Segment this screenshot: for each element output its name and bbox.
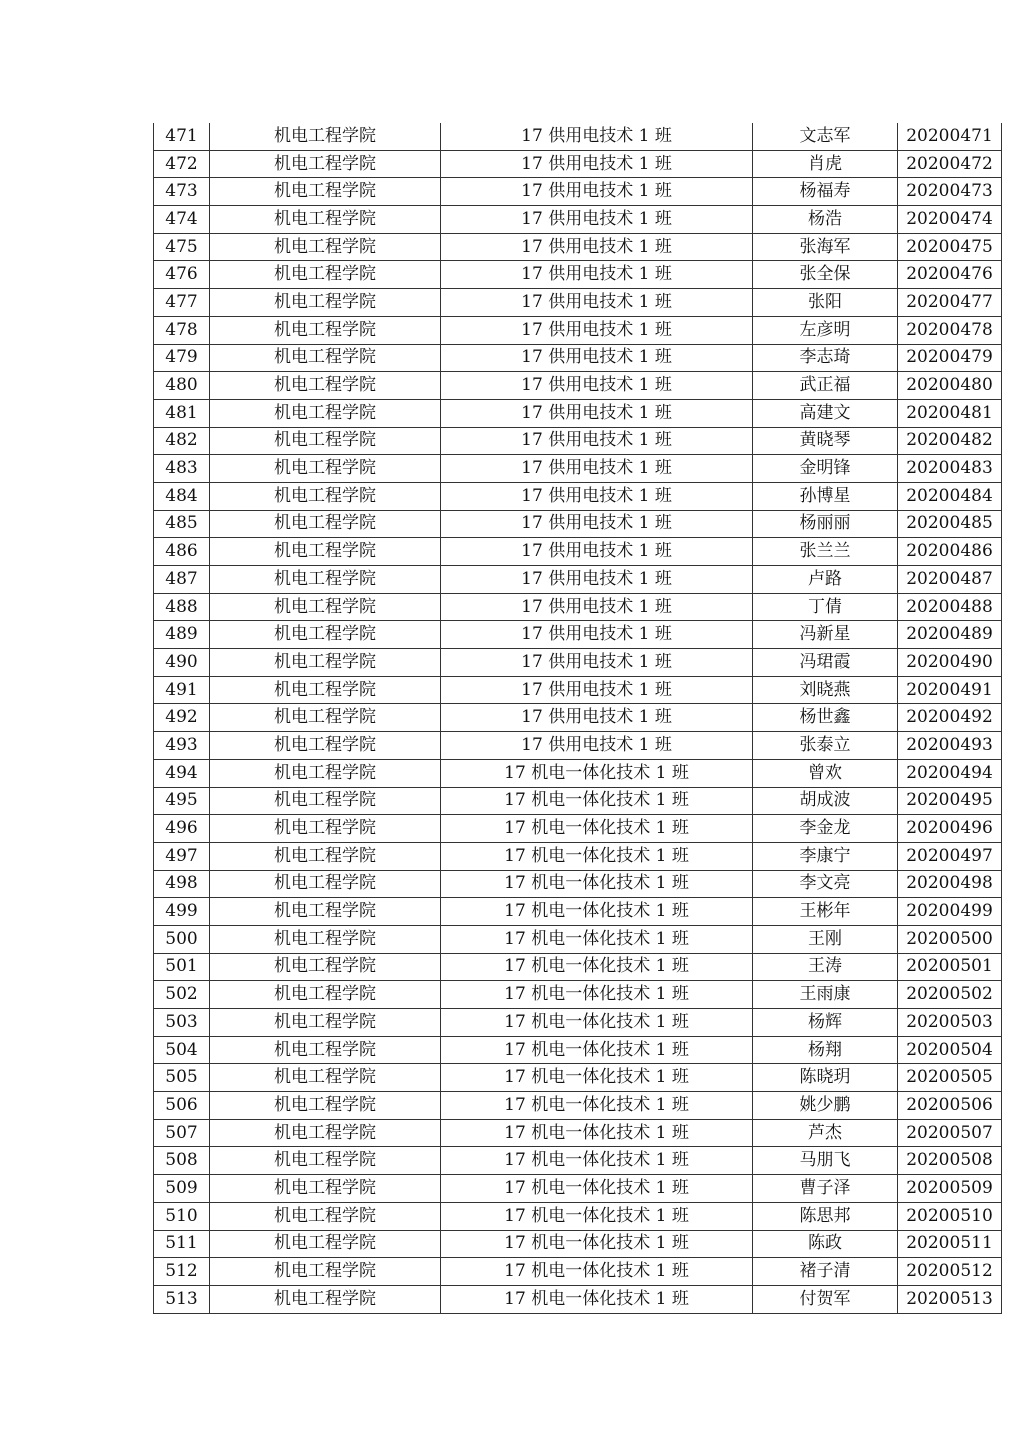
college-name: 机电工程学院 bbox=[210, 427, 441, 455]
class-name: 17 机电一体化技术 1 班 bbox=[441, 759, 753, 787]
student-name: 杨丽丽 bbox=[753, 510, 898, 538]
table-row bbox=[154, 344, 1002, 372]
row-number: 491 bbox=[154, 676, 210, 704]
college-name: 机电工程学院 bbox=[210, 870, 441, 898]
student-name: 李康宁 bbox=[753, 842, 898, 870]
row-number: 500 bbox=[154, 925, 210, 953]
class-name: 17 机电一体化技术 1 班 bbox=[441, 898, 753, 926]
row-number: 485 bbox=[154, 510, 210, 538]
table-row bbox=[154, 206, 1002, 234]
student-name: 杨辉 bbox=[753, 1009, 898, 1037]
college-name: 机电工程学院 bbox=[210, 1119, 441, 1147]
table-row bbox=[154, 649, 1002, 677]
student-id: 20200501 bbox=[898, 953, 1002, 981]
class-name: 17 供用电技术 1 班 bbox=[441, 676, 753, 704]
student-id: 20200513 bbox=[898, 1285, 1002, 1313]
student-name: 杨世鑫 bbox=[753, 704, 898, 732]
student-name: 马朋飞 bbox=[753, 1147, 898, 1175]
table-row bbox=[154, 704, 1002, 732]
row-number: 488 bbox=[154, 593, 210, 621]
student-id: 20200479 bbox=[898, 344, 1002, 372]
college-name: 机电工程学院 bbox=[210, 732, 441, 760]
table-row bbox=[154, 593, 1002, 621]
student-name: 姚少鹏 bbox=[753, 1092, 898, 1120]
row-number: 498 bbox=[154, 870, 210, 898]
student-id: 20200475 bbox=[898, 233, 1002, 261]
student-id: 20200497 bbox=[898, 842, 1002, 870]
student-name: 张泰立 bbox=[753, 732, 898, 760]
row-number: 512 bbox=[154, 1258, 210, 1286]
row-number: 496 bbox=[154, 815, 210, 843]
table-row bbox=[154, 815, 1002, 843]
table-row bbox=[154, 316, 1002, 344]
student-id: 20200495 bbox=[898, 787, 1002, 815]
row-number: 497 bbox=[154, 842, 210, 870]
table-row bbox=[154, 399, 1002, 427]
student-name: 高建文 bbox=[753, 399, 898, 427]
table-row bbox=[154, 538, 1002, 566]
student-id: 20200496 bbox=[898, 815, 1002, 843]
college-name: 机电工程学院 bbox=[210, 925, 441, 953]
class-name: 17 机电一体化技术 1 班 bbox=[441, 981, 753, 1009]
college-name: 机电工程学院 bbox=[210, 1258, 441, 1286]
student-name: 王涛 bbox=[753, 953, 898, 981]
class-name: 17 供用电技术 1 班 bbox=[441, 427, 753, 455]
table-row bbox=[154, 1230, 1002, 1258]
table-row bbox=[154, 178, 1002, 206]
student-id: 20200502 bbox=[898, 981, 1002, 1009]
class-name: 17 机电一体化技术 1 班 bbox=[441, 1092, 753, 1120]
student-id: 20200508 bbox=[898, 1147, 1002, 1175]
table-row bbox=[154, 1064, 1002, 1092]
row-number: 475 bbox=[154, 233, 210, 261]
class-name: 17 供用电技术 1 班 bbox=[441, 372, 753, 400]
table-row bbox=[154, 925, 1002, 953]
row-number: 492 bbox=[154, 704, 210, 732]
row-number: 505 bbox=[154, 1064, 210, 1092]
row-number: 483 bbox=[154, 455, 210, 483]
college-name: 机电工程学院 bbox=[210, 1202, 441, 1230]
student-id: 20200499 bbox=[898, 898, 1002, 926]
class-name: 17 供用电技术 1 班 bbox=[441, 206, 753, 234]
class-name: 17 供用电技术 1 班 bbox=[441, 178, 753, 206]
college-name: 机电工程学院 bbox=[210, 759, 441, 787]
student-name: 金明锋 bbox=[753, 455, 898, 483]
table-row bbox=[154, 676, 1002, 704]
student-id: 20200504 bbox=[898, 1036, 1002, 1064]
table-row bbox=[154, 233, 1002, 261]
table-row bbox=[154, 427, 1002, 455]
college-name: 机电工程学院 bbox=[210, 233, 441, 261]
class-name: 17 机电一体化技术 1 班 bbox=[441, 842, 753, 870]
college-name: 机电工程学院 bbox=[210, 510, 441, 538]
row-number: 487 bbox=[154, 566, 210, 594]
student-name: 褚子清 bbox=[753, 1258, 898, 1286]
student-roster-table bbox=[153, 123, 1002, 1314]
student-id: 20200474 bbox=[898, 206, 1002, 234]
class-name: 17 供用电技术 1 班 bbox=[441, 566, 753, 594]
table-row bbox=[154, 1285, 1002, 1313]
row-number: 509 bbox=[154, 1175, 210, 1203]
class-name: 17 机电一体化技术 1 班 bbox=[441, 1064, 753, 1092]
student-name: 付贺军 bbox=[753, 1285, 898, 1313]
student-id: 20200491 bbox=[898, 676, 1002, 704]
class-name: 17 供用电技术 1 班 bbox=[441, 455, 753, 483]
class-name: 17 供用电技术 1 班 bbox=[441, 344, 753, 372]
college-name: 机电工程学院 bbox=[210, 150, 441, 178]
row-number: 476 bbox=[154, 261, 210, 289]
table-row bbox=[154, 953, 1002, 981]
student-name: 张海军 bbox=[753, 233, 898, 261]
college-name: 机电工程学院 bbox=[210, 1064, 441, 1092]
college-name: 机电工程学院 bbox=[210, 566, 441, 594]
class-name: 17 机电一体化技术 1 班 bbox=[441, 1036, 753, 1064]
row-number: 471 bbox=[154, 123, 210, 150]
table-row bbox=[154, 123, 1002, 150]
row-number: 486 bbox=[154, 538, 210, 566]
student-name: 武正福 bbox=[753, 372, 898, 400]
student-id: 20200506 bbox=[898, 1092, 1002, 1120]
student-id: 20200492 bbox=[898, 704, 1002, 732]
row-number: 474 bbox=[154, 206, 210, 234]
student-name: 卢路 bbox=[753, 566, 898, 594]
table-row bbox=[154, 261, 1002, 289]
student-name: 黄晓琴 bbox=[753, 427, 898, 455]
table-row bbox=[154, 1202, 1002, 1230]
student-id: 20200489 bbox=[898, 621, 1002, 649]
student-id: 20200507 bbox=[898, 1119, 1002, 1147]
row-number: 472 bbox=[154, 150, 210, 178]
class-name: 17 供用电技术 1 班 bbox=[441, 593, 753, 621]
student-name: 张全保 bbox=[753, 261, 898, 289]
college-name: 机电工程学院 bbox=[210, 1175, 441, 1203]
row-number: 489 bbox=[154, 621, 210, 649]
class-name: 17 供用电技术 1 班 bbox=[441, 150, 753, 178]
class-name: 17 供用电技术 1 班 bbox=[441, 316, 753, 344]
class-name: 17 供用电技术 1 班 bbox=[441, 399, 753, 427]
class-name: 17 机电一体化技术 1 班 bbox=[441, 1285, 753, 1313]
student-id: 20200498 bbox=[898, 870, 1002, 898]
table-row bbox=[154, 759, 1002, 787]
table-row bbox=[154, 1092, 1002, 1120]
row-number: 478 bbox=[154, 316, 210, 344]
student-name: 王彬年 bbox=[753, 898, 898, 926]
student-name: 王刚 bbox=[753, 925, 898, 953]
table-row bbox=[154, 1119, 1002, 1147]
class-name: 17 供用电技术 1 班 bbox=[441, 538, 753, 566]
college-name: 机电工程学院 bbox=[210, 316, 441, 344]
row-number: 494 bbox=[154, 759, 210, 787]
class-name: 17 供用电技术 1 班 bbox=[441, 123, 753, 150]
table-row bbox=[154, 289, 1002, 317]
student-name: 杨福寿 bbox=[753, 178, 898, 206]
college-name: 机电工程学院 bbox=[210, 842, 441, 870]
college-name: 机电工程学院 bbox=[210, 1009, 441, 1037]
class-name: 17 机电一体化技术 1 班 bbox=[441, 815, 753, 843]
student-name: 丁倩 bbox=[753, 593, 898, 621]
student-id: 20200493 bbox=[898, 732, 1002, 760]
table-row bbox=[154, 842, 1002, 870]
student-name: 文志军 bbox=[753, 123, 898, 150]
student-id: 20200484 bbox=[898, 482, 1002, 510]
table-row bbox=[154, 870, 1002, 898]
student-id: 20200488 bbox=[898, 593, 1002, 621]
table-row bbox=[154, 150, 1002, 178]
row-number: 495 bbox=[154, 787, 210, 815]
table-row bbox=[154, 1036, 1002, 1064]
student-name: 曾欢 bbox=[753, 759, 898, 787]
college-name: 机电工程学院 bbox=[210, 593, 441, 621]
class-name: 17 供用电技术 1 班 bbox=[441, 261, 753, 289]
table-row bbox=[154, 372, 1002, 400]
roster-body bbox=[154, 123, 1002, 1313]
table-row bbox=[154, 1147, 1002, 1175]
row-number: 479 bbox=[154, 344, 210, 372]
student-id: 20200483 bbox=[898, 455, 1002, 483]
student-id: 20200482 bbox=[898, 427, 1002, 455]
student-name: 杨翔 bbox=[753, 1036, 898, 1064]
row-number: 490 bbox=[154, 649, 210, 677]
student-id: 20200511 bbox=[898, 1230, 1002, 1258]
row-number: 502 bbox=[154, 981, 210, 1009]
table-row bbox=[154, 1009, 1002, 1037]
college-name: 机电工程学院 bbox=[210, 704, 441, 732]
student-name: 芦杰 bbox=[753, 1119, 898, 1147]
table-row bbox=[154, 1175, 1002, 1203]
row-number: 480 bbox=[154, 372, 210, 400]
college-name: 机电工程学院 bbox=[210, 815, 441, 843]
student-name: 李文亮 bbox=[753, 870, 898, 898]
class-name: 17 供用电技术 1 班 bbox=[441, 482, 753, 510]
row-number: 504 bbox=[154, 1036, 210, 1064]
class-name: 17 机电一体化技术 1 班 bbox=[441, 870, 753, 898]
student-name: 孙博星 bbox=[753, 482, 898, 510]
student-name: 胡成波 bbox=[753, 787, 898, 815]
college-name: 机电工程学院 bbox=[210, 981, 441, 1009]
row-number: 493 bbox=[154, 732, 210, 760]
class-name: 17 供用电技术 1 班 bbox=[441, 732, 753, 760]
student-id: 20200476 bbox=[898, 261, 1002, 289]
student-id: 20200485 bbox=[898, 510, 1002, 538]
table-row bbox=[154, 1258, 1002, 1286]
student-name: 陈政 bbox=[753, 1230, 898, 1258]
college-name: 机电工程学院 bbox=[210, 399, 441, 427]
student-id: 20200500 bbox=[898, 925, 1002, 953]
student-name: 李金龙 bbox=[753, 815, 898, 843]
student-name: 刘晓燕 bbox=[753, 676, 898, 704]
row-number: 507 bbox=[154, 1119, 210, 1147]
college-name: 机电工程学院 bbox=[210, 1092, 441, 1120]
row-number: 473 bbox=[154, 178, 210, 206]
college-name: 机电工程学院 bbox=[210, 676, 441, 704]
student-id: 20200487 bbox=[898, 566, 1002, 594]
student-name: 陈思邦 bbox=[753, 1202, 898, 1230]
class-name: 17 机电一体化技术 1 班 bbox=[441, 1009, 753, 1037]
row-number: 506 bbox=[154, 1092, 210, 1120]
row-number: 513 bbox=[154, 1285, 210, 1313]
college-name: 机电工程学院 bbox=[210, 344, 441, 372]
class-name: 17 供用电技术 1 班 bbox=[441, 289, 753, 317]
table-row bbox=[154, 981, 1002, 1009]
class-name: 17 供用电技术 1 班 bbox=[441, 510, 753, 538]
student-name: 张阳 bbox=[753, 289, 898, 317]
row-number: 503 bbox=[154, 1009, 210, 1037]
college-name: 机电工程学院 bbox=[210, 1147, 441, 1175]
row-number: 481 bbox=[154, 399, 210, 427]
college-name: 机电工程学院 bbox=[210, 1230, 441, 1258]
college-name: 机电工程学院 bbox=[210, 787, 441, 815]
student-name: 曹子泽 bbox=[753, 1175, 898, 1203]
student-name: 陈晓玥 bbox=[753, 1064, 898, 1092]
table-row bbox=[154, 510, 1002, 538]
class-name: 17 机电一体化技术 1 班 bbox=[441, 1119, 753, 1147]
student-name: 冯珺霞 bbox=[753, 649, 898, 677]
college-name: 机电工程学院 bbox=[210, 289, 441, 317]
class-name: 17 供用电技术 1 班 bbox=[441, 233, 753, 261]
student-name: 左彦明 bbox=[753, 316, 898, 344]
student-name: 李志琦 bbox=[753, 344, 898, 372]
row-number: 499 bbox=[154, 898, 210, 926]
student-id: 20200509 bbox=[898, 1175, 1002, 1203]
student-id: 20200472 bbox=[898, 150, 1002, 178]
class-name: 17 供用电技术 1 班 bbox=[441, 704, 753, 732]
college-name: 机电工程学院 bbox=[210, 953, 441, 981]
college-name: 机电工程学院 bbox=[210, 649, 441, 677]
student-name: 王雨康 bbox=[753, 981, 898, 1009]
student-id: 20200494 bbox=[898, 759, 1002, 787]
class-name: 17 机电一体化技术 1 班 bbox=[441, 787, 753, 815]
student-id: 20200510 bbox=[898, 1202, 1002, 1230]
student-id: 20200478 bbox=[898, 316, 1002, 344]
table-row bbox=[154, 732, 1002, 760]
student-name: 张兰兰 bbox=[753, 538, 898, 566]
student-id: 20200505 bbox=[898, 1064, 1002, 1092]
student-id: 20200486 bbox=[898, 538, 1002, 566]
college-name: 机电工程学院 bbox=[210, 482, 441, 510]
row-number: 482 bbox=[154, 427, 210, 455]
class-name: 17 机电一体化技术 1 班 bbox=[441, 925, 753, 953]
table-row bbox=[154, 566, 1002, 594]
student-id: 20200471 bbox=[898, 123, 1002, 150]
student-name: 杨浩 bbox=[753, 206, 898, 234]
class-name: 17 机电一体化技术 1 班 bbox=[441, 1202, 753, 1230]
class-name: 17 供用电技术 1 班 bbox=[441, 621, 753, 649]
student-id: 20200481 bbox=[898, 399, 1002, 427]
class-name: 17 机电一体化技术 1 班 bbox=[441, 953, 753, 981]
college-name: 机电工程学院 bbox=[210, 1285, 441, 1313]
college-name: 机电工程学院 bbox=[210, 372, 441, 400]
student-id: 20200490 bbox=[898, 649, 1002, 677]
row-number: 511 bbox=[154, 1230, 210, 1258]
college-name: 机电工程学院 bbox=[210, 538, 441, 566]
class-name: 17 机电一体化技术 1 班 bbox=[441, 1230, 753, 1258]
college-name: 机电工程学院 bbox=[210, 206, 441, 234]
student-id: 20200473 bbox=[898, 178, 1002, 206]
college-name: 机电工程学院 bbox=[210, 898, 441, 926]
table-row bbox=[154, 787, 1002, 815]
table-row bbox=[154, 898, 1002, 926]
table-row bbox=[154, 621, 1002, 649]
student-id: 20200477 bbox=[898, 289, 1002, 317]
row-number: 510 bbox=[154, 1202, 210, 1230]
student-id: 20200480 bbox=[898, 372, 1002, 400]
college-name: 机电工程学院 bbox=[210, 1036, 441, 1064]
college-name: 机电工程学院 bbox=[210, 178, 441, 206]
row-number: 477 bbox=[154, 289, 210, 317]
table-row bbox=[154, 455, 1002, 483]
college-name: 机电工程学院 bbox=[210, 261, 441, 289]
row-number: 508 bbox=[154, 1147, 210, 1175]
student-id: 20200512 bbox=[898, 1258, 1002, 1286]
class-name: 17 机电一体化技术 1 班 bbox=[441, 1175, 753, 1203]
college-name: 机电工程学院 bbox=[210, 455, 441, 483]
college-name: 机电工程学院 bbox=[210, 123, 441, 150]
class-name: 17 机电一体化技术 1 班 bbox=[441, 1147, 753, 1175]
row-number: 484 bbox=[154, 482, 210, 510]
table-row bbox=[154, 482, 1002, 510]
student-name: 冯新星 bbox=[753, 621, 898, 649]
student-name: 肖虎 bbox=[753, 150, 898, 178]
class-name: 17 供用电技术 1 班 bbox=[441, 649, 753, 677]
college-name: 机电工程学院 bbox=[210, 621, 441, 649]
class-name: 17 机电一体化技术 1 班 bbox=[441, 1258, 753, 1286]
row-number: 501 bbox=[154, 953, 210, 981]
student-id: 20200503 bbox=[898, 1009, 1002, 1037]
